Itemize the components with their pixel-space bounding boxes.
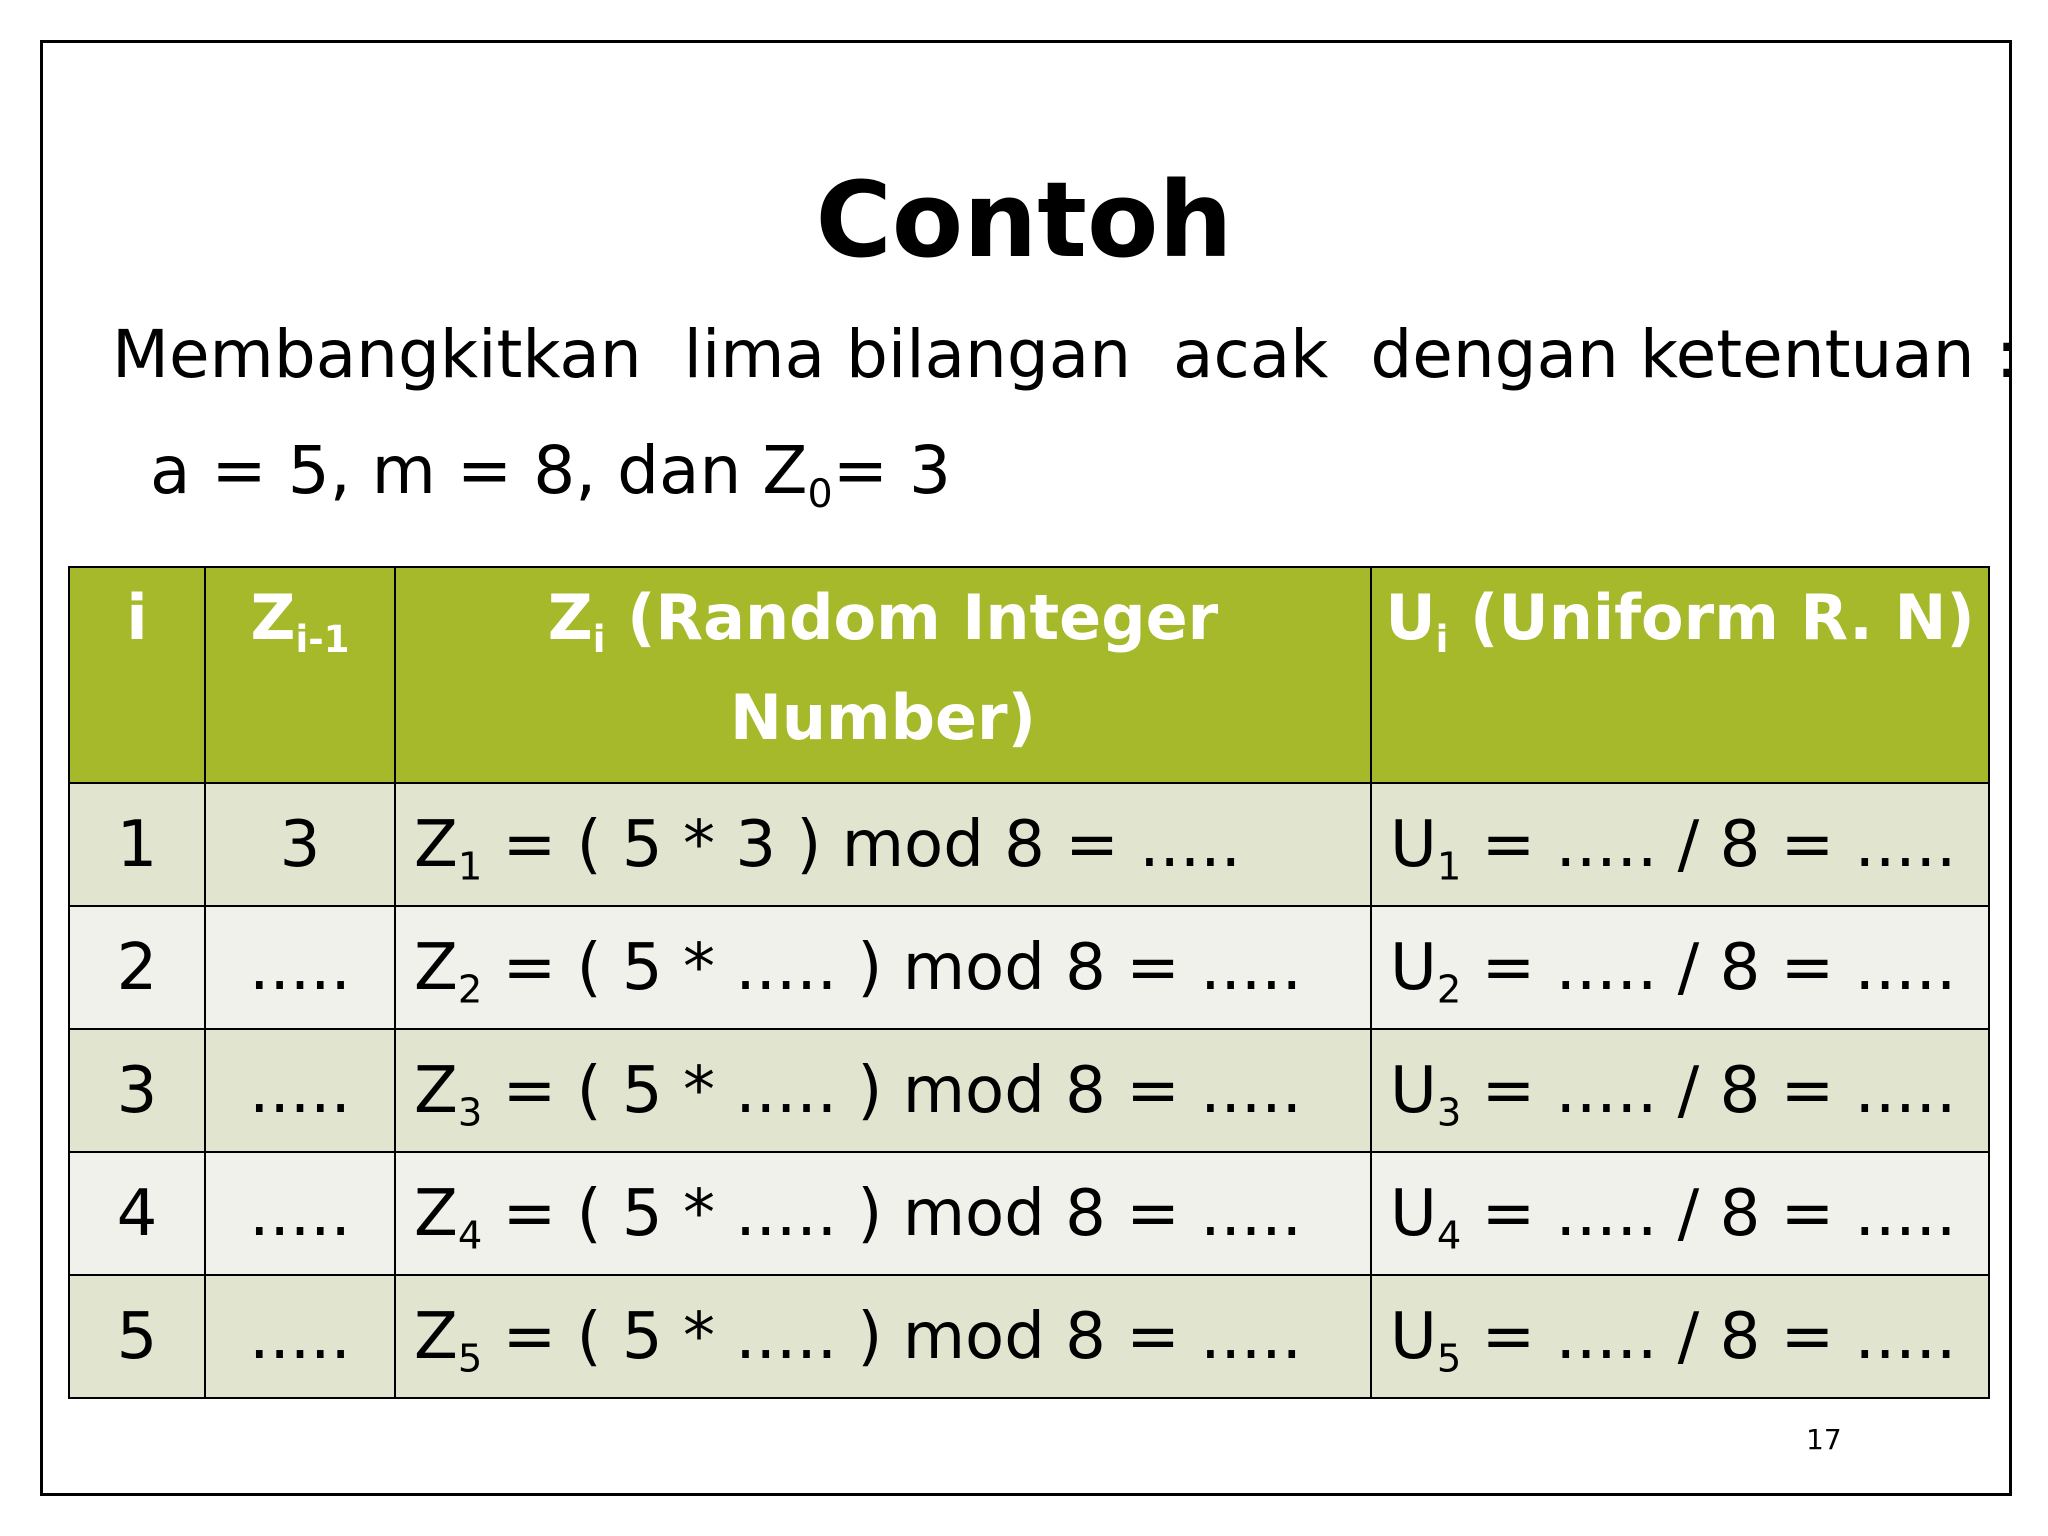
slide-title: Contoh — [815, 159, 1233, 281]
intro-line-2-suffix: = 3 — [832, 432, 951, 509]
cell-z-formula: $Z_3$ = ( 5 * ..... ) mod 8 = ..... — [395, 1029, 1371, 1152]
cell-z-formula: $Z_4$ = ( 5 * ..... ) mod 8 = ..... — [395, 1152, 1371, 1275]
table-row — [69, 1152, 1989, 1275]
header-z-prev: $Z_{i-1}$ — [205, 567, 395, 783]
intro-line-1: Membangkitkan lima bilangan acak dengan ketentuan : — [112, 316, 2018, 393]
header-u-uniform: $U_i$ (Uniform R. N) — [1371, 567, 1989, 783]
cell-u-formula: $U_5$ = ..... / 8 = ..... — [1371, 1275, 1989, 1398]
cell-i: 5 — [69, 1275, 205, 1398]
cell-i: 4 — [69, 1152, 205, 1275]
cell-u-formula: $U_3$ = ..... / 8 = ..... — [1371, 1029, 1989, 1152]
header-i: i — [69, 567, 205, 783]
cell-z-prev: 3 — [205, 783, 395, 906]
cell-z-formula: $Z_2$ = ( 5 * ..... ) mod 8 = ..... — [395, 906, 1371, 1029]
cell-z-formula: $Z_1$ = ( 5 * 3 ) mod 8 = ..... — [395, 783, 1371, 906]
table-row — [69, 1275, 1989, 1398]
cell-z-prev: ..... — [205, 1029, 395, 1152]
table-row — [69, 1029, 1989, 1152]
cell-i: 3 — [69, 1029, 205, 1152]
cell-i: 1 — [69, 783, 205, 906]
cell-z-prev: ..... — [205, 906, 395, 1029]
intro-line-2-prefix: a = 5, m = 8, dan Z — [150, 432, 808, 509]
cell-z-prev: ..... — [205, 1152, 395, 1275]
page-number: 17 — [1806, 1423, 1842, 1456]
cell-z-prev: ..... — [205, 1275, 395, 1398]
header-z-random-integer: $Z_i$ (Random Integer Number) — [395, 567, 1371, 783]
table-header-row — [69, 567, 1989, 783]
cell-u-formula: $U_2$ = ..... / 8 = ..... — [1371, 906, 1989, 1029]
cell-u-formula: $U_4$ = ..... / 8 = ..... — [1371, 1152, 1989, 1275]
intro-line-2 — [150, 428, 951, 517]
cell-z-formula: $Z_5$ = ( 5 * ..... ) mod 8 = ..... — [395, 1275, 1371, 1398]
cell-i: 2 — [69, 906, 205, 1029]
table-row — [69, 906, 1989, 1029]
table-row — [69, 783, 1989, 906]
intro-line-2-sub: 0 — [807, 470, 833, 517]
random-number-table — [68, 566, 1990, 1399]
cell-u-formula: $U_1$ = ..... / 8 = ..... — [1371, 783, 1989, 906]
